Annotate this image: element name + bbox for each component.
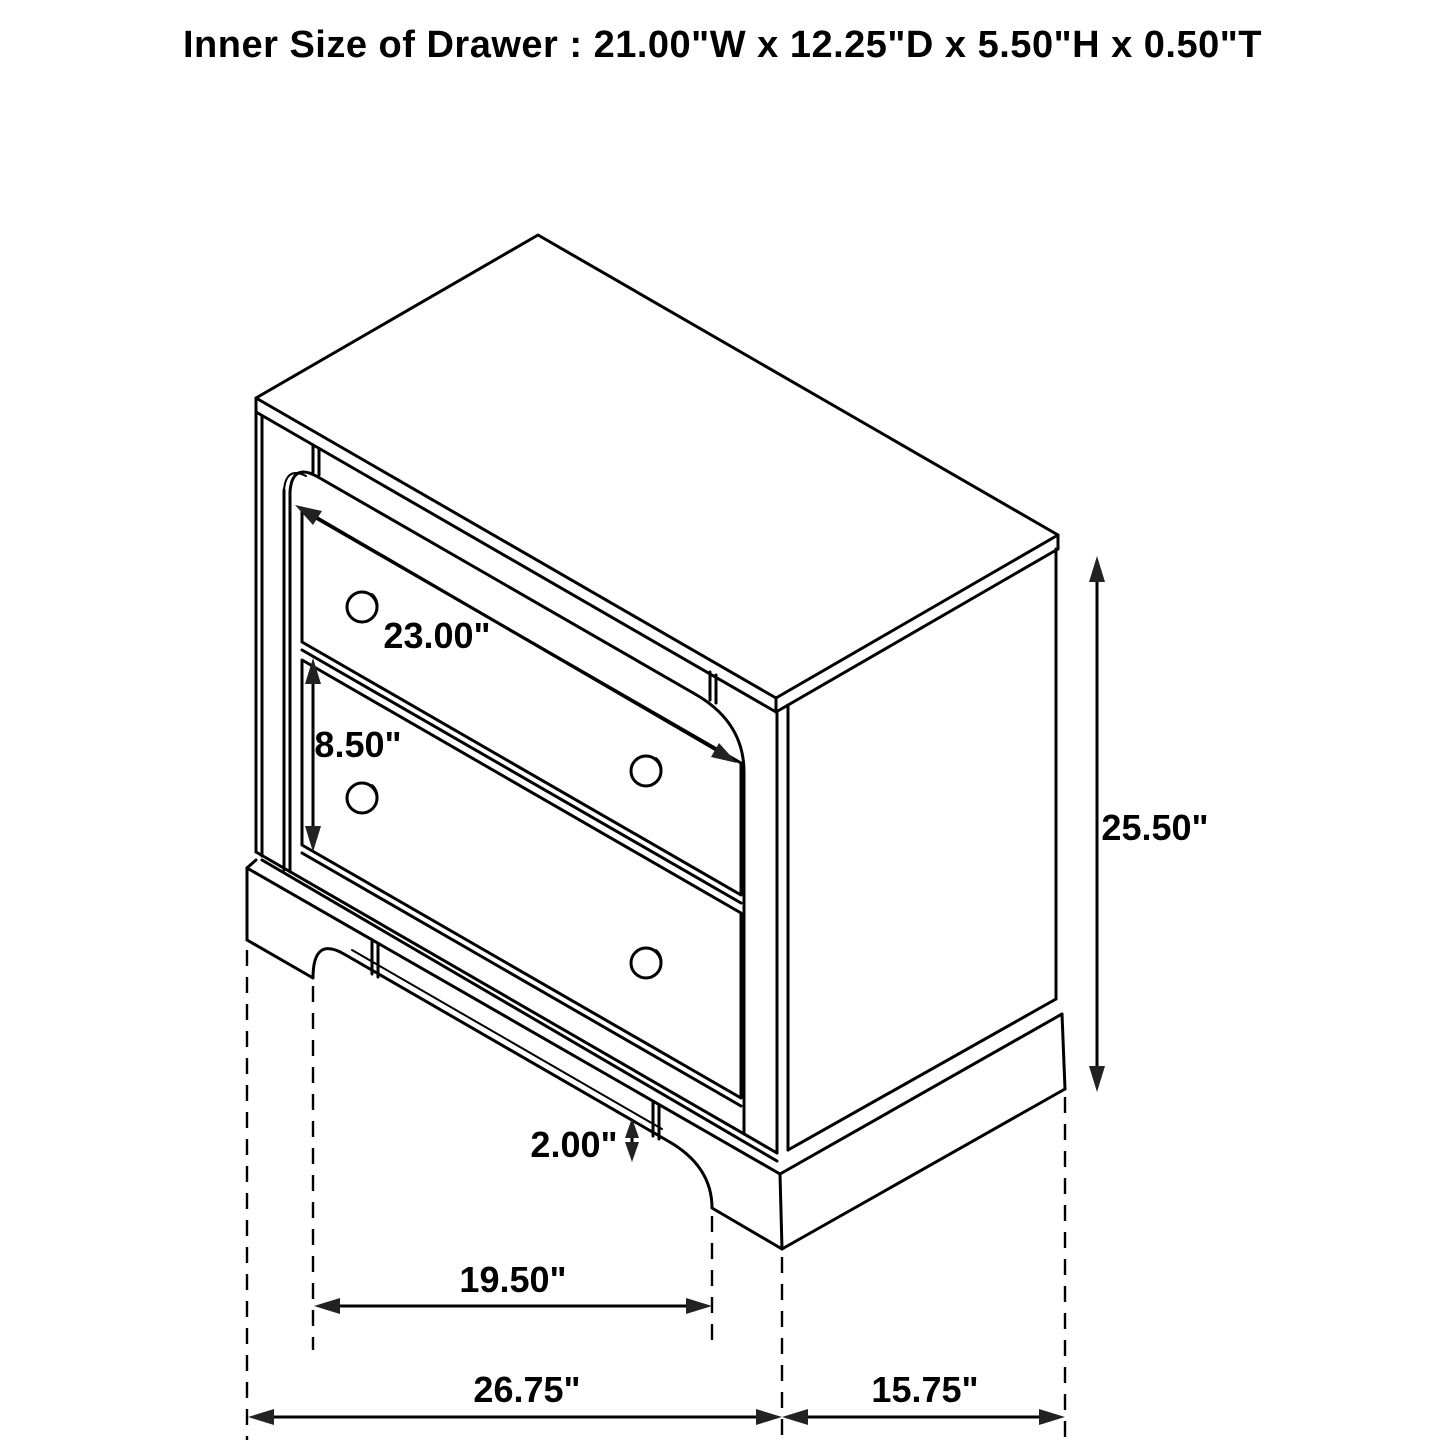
dimension-foot-clearance: [530, 1118, 639, 1165]
arrowhead-left: [314, 1298, 340, 1314]
drawer-2-right-knob: [631, 948, 661, 978]
dimension-lower-drawer-height: [305, 658, 402, 852]
page-title: Inner Size of Drawer : 21.00"W x 12.25"D x 5.50"H x 0.50"T: [183, 24, 1262, 66]
top-rail-bottom-edge: [318, 477, 695, 694]
arrowhead-up: [625, 1118, 639, 1138]
extension-lines: [247, 950, 1065, 1440]
dimension-label-overall-height: 25.50": [1101, 807, 1209, 848]
dimension-overall-height: [1089, 556, 1209, 1092]
dimension-label-lower-drawer-height: 8.50": [314, 724, 402, 765]
arrowhead-right: [686, 1298, 712, 1314]
body-bottom-edge-b: [262, 860, 777, 1161]
drawer-2-bottom-gap-line: [302, 853, 741, 1106]
top-face: [256, 235, 1058, 698]
side-face-bottom-edge: [788, 999, 1056, 1150]
drawer-1-right-knob: [631, 756, 661, 786]
dimension-overall-width: [248, 1369, 782, 1425]
arrowhead-left: [248, 1409, 274, 1425]
base-recess-line: [352, 950, 662, 1129]
arrowhead-lower-right: [711, 743, 737, 763]
arrowhead-down: [1089, 1066, 1105, 1092]
arrowhead-upper-left: [295, 505, 322, 525]
base-top-front-edge: [247, 868, 780, 1174]
base-right-bottom-edge: [782, 1089, 1065, 1249]
drawer-1-bottom-gap-line: [302, 650, 741, 903]
dimension-line: [316, 517, 716, 750]
dimension-label-inner-feet-span: 19.50": [459, 1259, 567, 1300]
arrowhead-right: [756, 1409, 782, 1425]
dimension-label-overall-width: 26.75": [473, 1369, 581, 1410]
arrowhead-down: [625, 1142, 639, 1162]
body-bottom-edge-a: [256, 852, 777, 1153]
arrowhead-up: [1089, 556, 1105, 582]
base-right-top-edge: [780, 1014, 1062, 1174]
base-right-back-edge: [1062, 1014, 1065, 1089]
drawer-2-left-knob: [347, 783, 377, 813]
arrowhead-left: [782, 1409, 808, 1425]
dimension-label-drawer-width: 23.00": [383, 615, 491, 656]
base-front-outline: [247, 940, 782, 1249]
base-top-lip: [247, 860, 256, 868]
drawer-1-left-knob: [347, 592, 377, 622]
dimension-overall-depth: [782, 1369, 1065, 1425]
dimension-inner-feet-span: [314, 1259, 712, 1314]
dimension-label-foot-clearance: 2.00": [530, 1124, 618, 1165]
dimension-label-overall-depth: 15.75": [871, 1369, 979, 1410]
top-side-edge: [776, 549, 1058, 712]
drawer-1-face: [302, 510, 741, 895]
arrowhead-right: [1039, 1409, 1065, 1425]
